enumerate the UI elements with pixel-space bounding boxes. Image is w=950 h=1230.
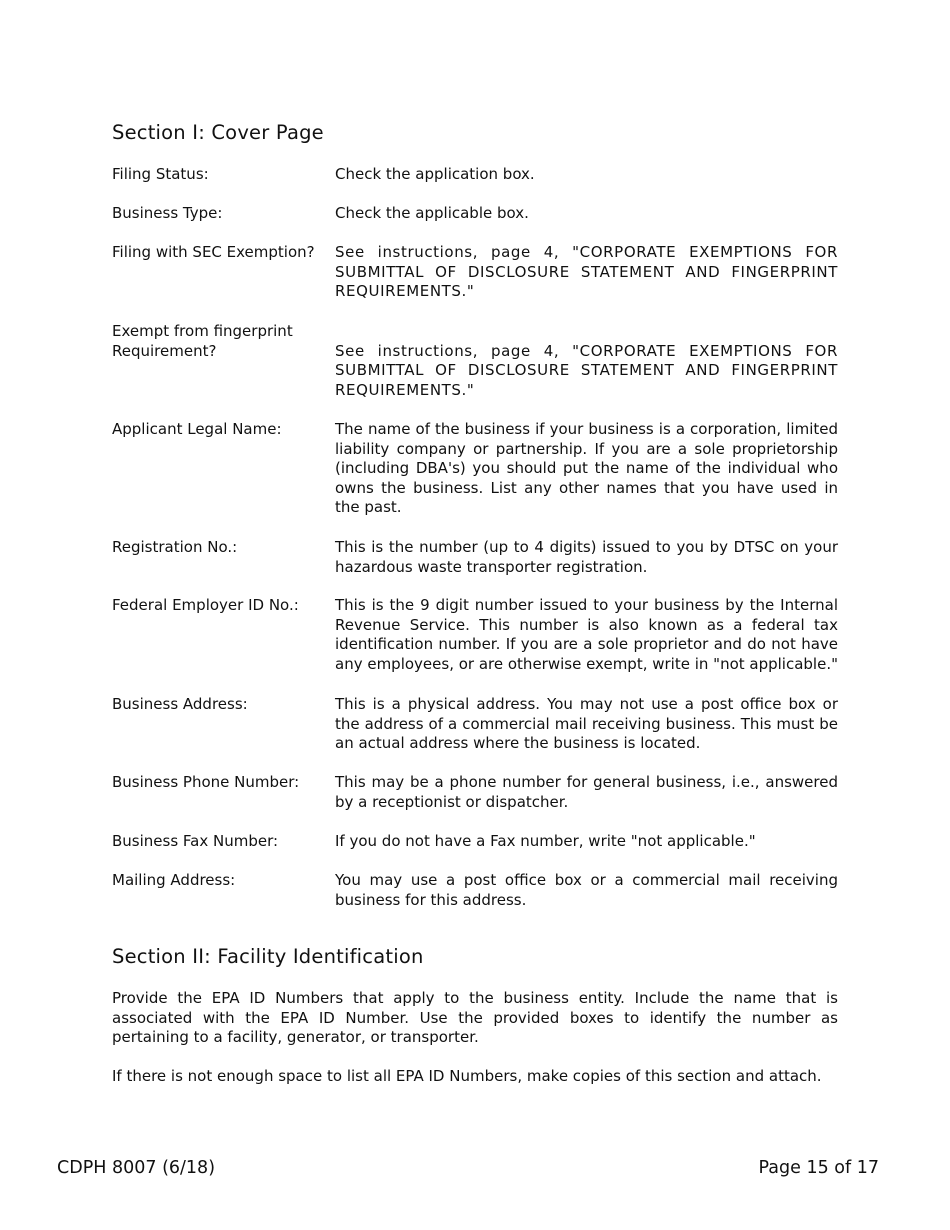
field-label: Business Fax Number: [112, 832, 279, 850]
field-description: This may be a phone number for general business, i.e., answered by a receptionist or dispatcher. [335, 773, 838, 811]
field-description: Check the application box. [335, 165, 535, 183]
section-2-note: If there is not enough space to list all EPA ID Numbers, make copies of this section and attach. [112, 1067, 822, 1085]
field-description: You may use a post office box or a commercial mail receiving business for this address. [335, 871, 838, 909]
field-description: This is a physical address. You may not use a post office box or the address of a commercial mail receiving business. This must be an actual address where the business is located. [335, 695, 838, 753]
field-label: Exempt from fingerprint Requirement? [112, 322, 293, 360]
field-label: Business Phone Number: [112, 773, 300, 791]
field-label: Mailing Address: [112, 871, 236, 889]
section-1-title: Section I: Cover Page [112, 121, 324, 144]
field-description: If you do not have a Fax number, write "not applicable." [335, 832, 756, 850]
field-description: This is the 9 digit number issued to your business by the Internal Revenue Service. This number is also known as a federal tax identification number. If you are a sole proprietor and do not have any employees, or are otherwise exempt, write in "not applicable." [335, 596, 838, 673]
field-description: See instructions, page 4, "CORPORATE EXEMPTIONS FOR SUBMITTAL OF DISCLOSURE STATEMENT AND FINGERPRINT REQUIREMENTS." [335, 243, 838, 301]
field-label: Business Address: [112, 695, 248, 713]
field-label: Registration No.: [112, 538, 238, 556]
form-id: CDPH 8007 (6/18) [57, 1158, 216, 1178]
field-description: This is the number (up to 4 digits) issued to you by DTSC on your hazardous waste transporter registration. [335, 538, 838, 576]
section-2-paragraph: Provide the EPA ID Numbers that apply to the business entity. Include the name that is associated with the EPA ID Number. Use the provided boxes to identify the number as pertaining to a facility, generator, or transporter. [112, 989, 838, 1047]
field-label: Filing Status: [112, 165, 209, 183]
field-description: The name of the business if your business is a corporation, limited liability company or partnership. If you are a sole proprietorship (including DBA's) you should put the name of the individual who owns the business. List any other names that you have used in the past. [335, 420, 838, 517]
field-description: See instructions, page 4, "CORPORATE EXEMPTIONS FOR SUBMITTAL OF DISCLOSURE STATEMENT AND FINGERPRINT REQUIREMENTS." [335, 341, 838, 399]
field-description: Check the applicable box. [335, 204, 529, 222]
field-label: Filing with SEC Exemption? [112, 243, 315, 261]
page-number: Page 15 of 17 [758, 1158, 879, 1178]
field-label: Business Type: [112, 204, 223, 222]
field-label: Applicant Legal Name: [112, 420, 282, 438]
field-label: Federal Employer ID No.: [112, 596, 299, 614]
section-2-title: Section II: Facility Identification [112, 945, 424, 968]
